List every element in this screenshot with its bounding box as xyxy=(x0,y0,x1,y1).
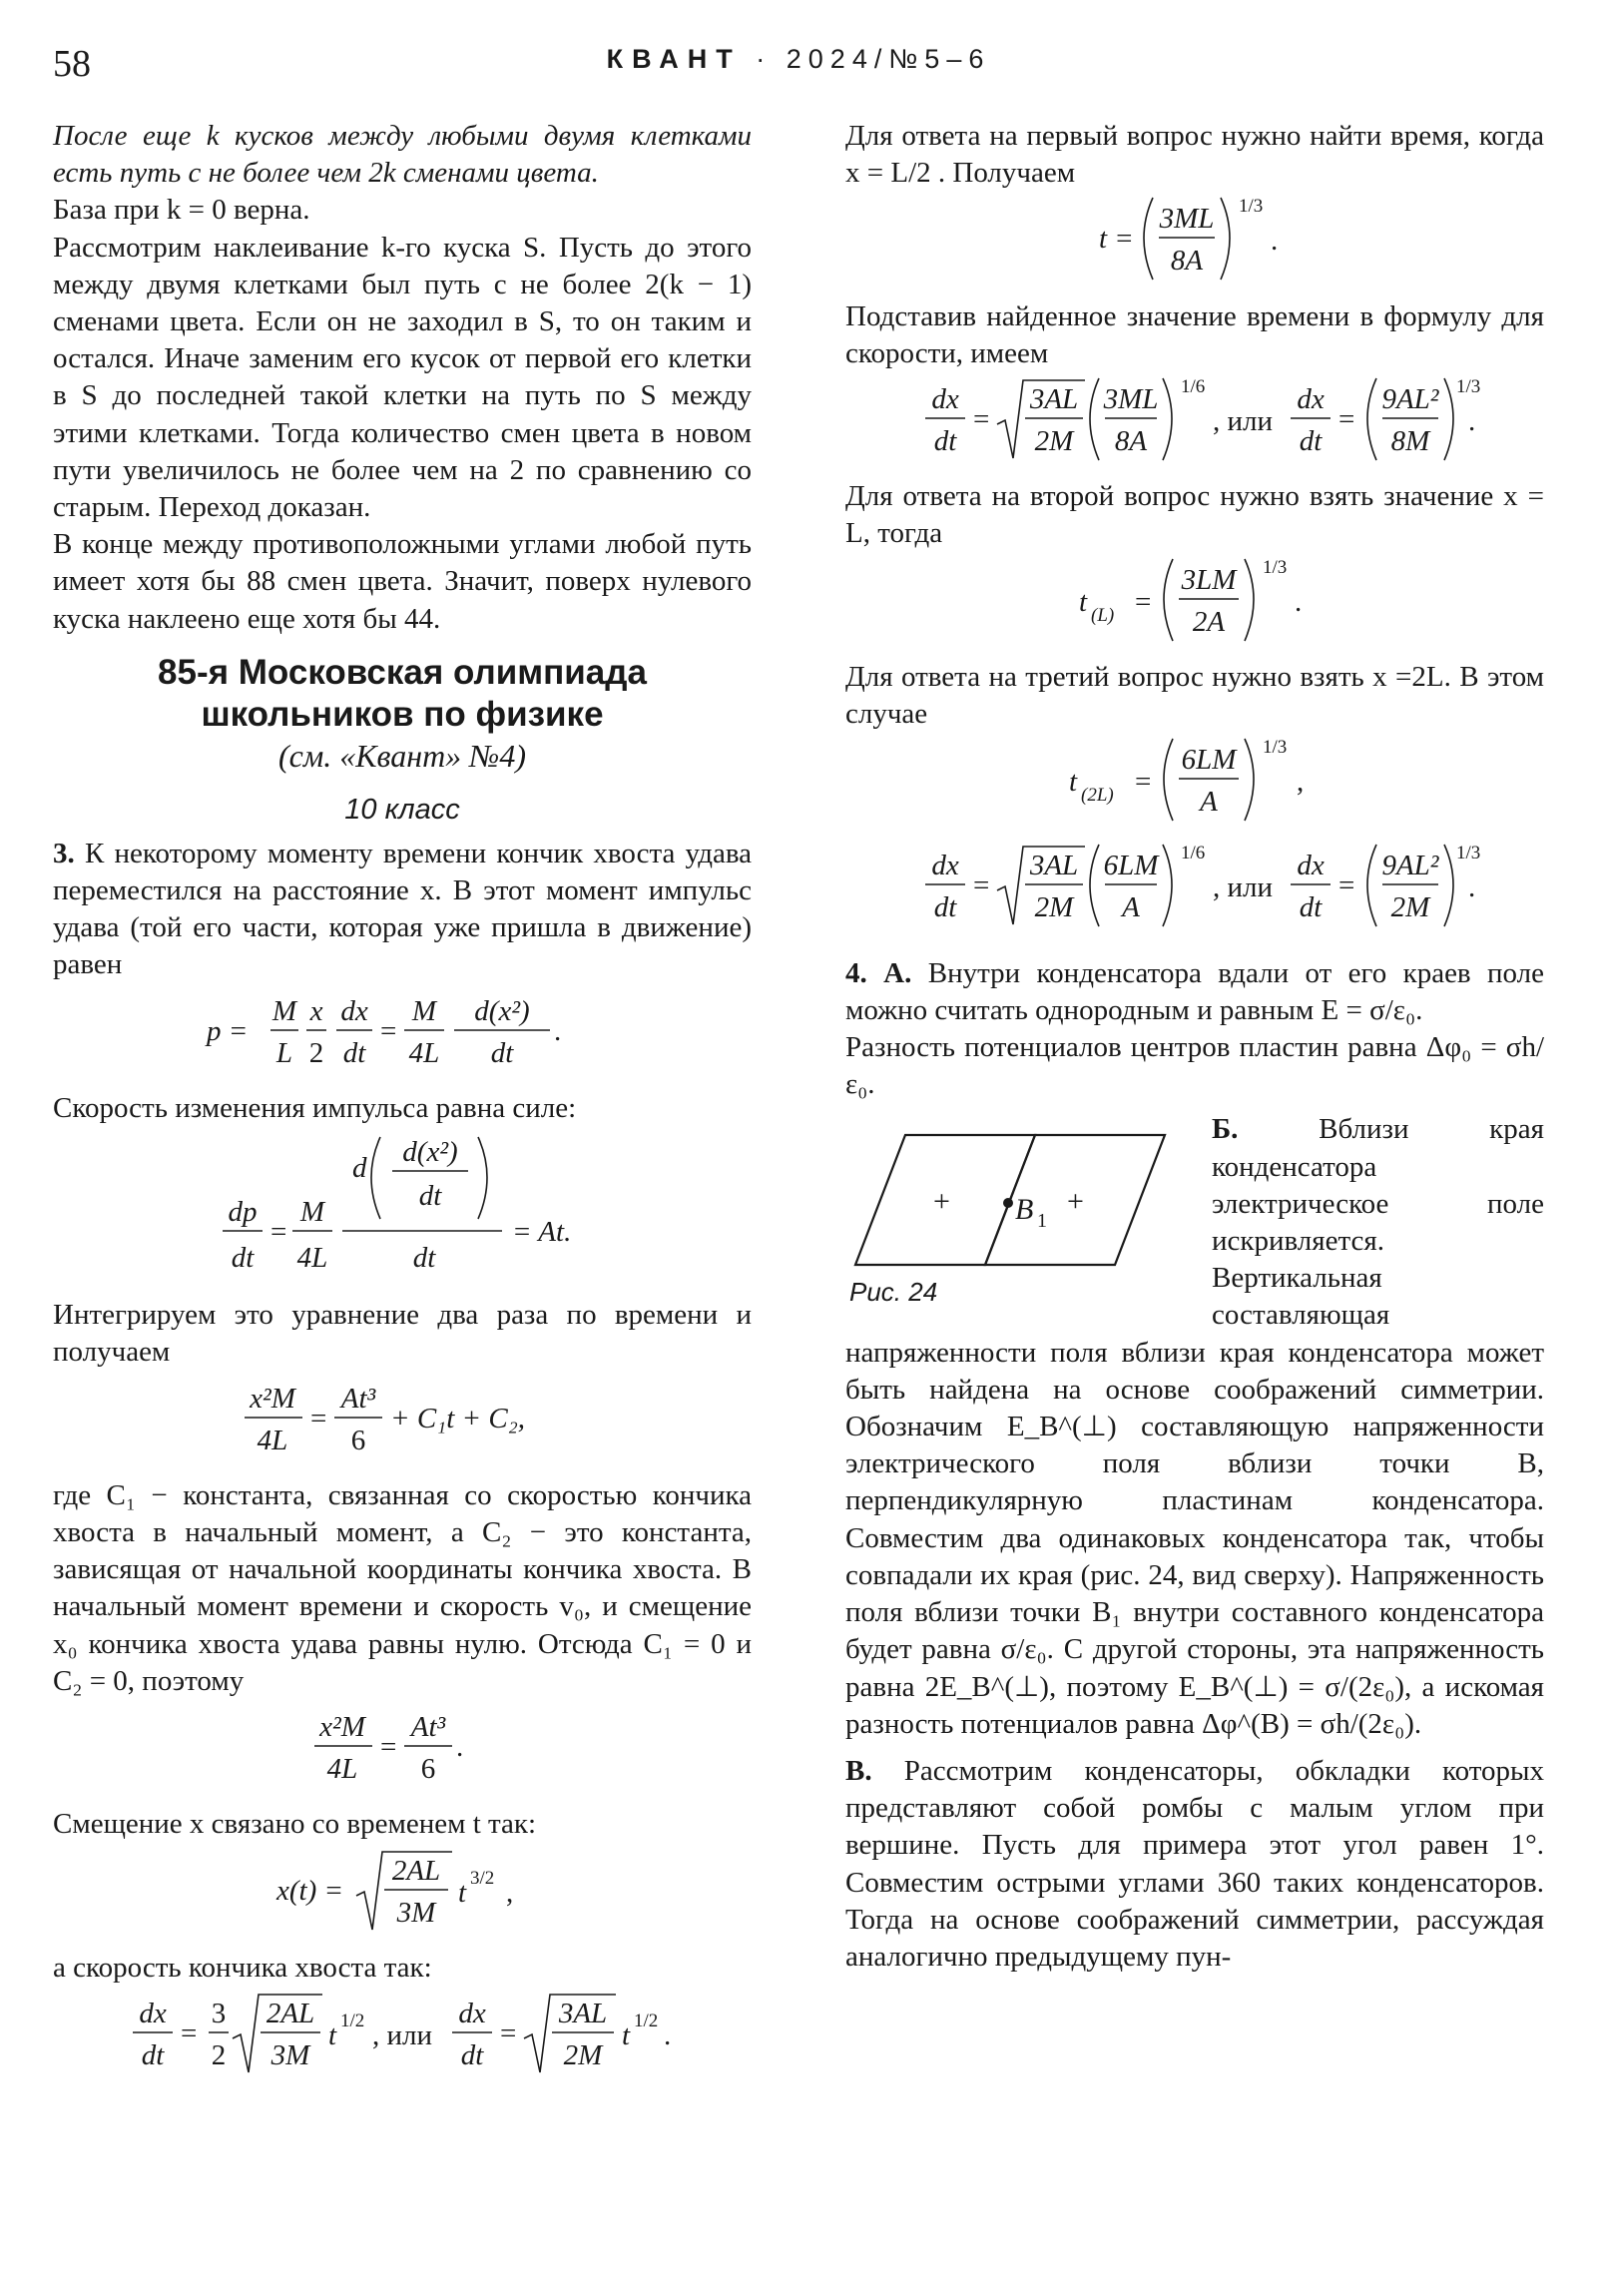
plus-sign: + xyxy=(933,1185,950,1219)
svg-text:x: x xyxy=(309,994,323,1027)
svg-text:At³: At³ xyxy=(410,1711,446,1744)
svg-text:1/3: 1/3 xyxy=(1263,556,1288,578)
svg-text:(L): (L) xyxy=(1091,604,1115,626)
paren-right xyxy=(1245,559,1254,641)
svg-text:dx: dx xyxy=(931,383,959,416)
svg-text:1/3: 1/3 xyxy=(1239,196,1264,218)
svg-text:1/6: 1/6 xyxy=(1181,843,1206,864)
svg-text:2: 2 xyxy=(211,2038,227,2071)
svg-text:, или: , или xyxy=(1213,405,1274,438)
svg-text:dt: dt xyxy=(141,2038,165,2071)
svg-text:=: = xyxy=(1338,403,1355,436)
paragraph-q3: Для ответа на третий вопрос нужно взять x =2L. В этом случае xyxy=(845,660,1544,731)
svg-text:4L: 4L xyxy=(296,1242,328,1275)
svg-text:3M: 3M xyxy=(270,2038,310,2071)
svg-text:3/2: 3/2 xyxy=(470,1867,495,1889)
svg-text:d: d xyxy=(352,1152,367,1185)
journal-issue: · 2024/№5–6 xyxy=(756,44,991,74)
svg-text:dt: dt xyxy=(342,1036,366,1069)
right-column xyxy=(845,118,1544,1976)
svg-text:2M: 2M xyxy=(563,2038,603,2071)
svg-text:3: 3 xyxy=(211,1997,227,2029)
svg-text:=: = xyxy=(973,403,990,436)
paren-left xyxy=(1090,378,1099,460)
paren-right xyxy=(1245,739,1254,821)
svg-text:x²M: x²M xyxy=(319,1711,365,1744)
svg-text:2A: 2A xyxy=(1192,605,1226,638)
svg-text:, или: , или xyxy=(1213,871,1274,904)
formula-dp-dt xyxy=(53,1127,752,1297)
svg-text:dt: dt xyxy=(231,1242,255,1275)
svg-text:M: M xyxy=(411,994,437,1027)
problem-4a xyxy=(845,955,1544,1029)
svg-text:M: M xyxy=(299,1196,325,1229)
svg-text:3AL: 3AL xyxy=(1029,383,1079,416)
paren-right xyxy=(478,1137,487,1219)
svg-text:.: . xyxy=(1295,585,1303,618)
svg-text:1/2: 1/2 xyxy=(340,2009,365,2031)
paren-right xyxy=(1221,198,1230,280)
svg-text:3LM: 3LM xyxy=(1181,563,1237,596)
svg-text:x(t) =: x(t) = xyxy=(276,1874,344,1907)
svg-text:= At.: = At. xyxy=(512,1216,572,1249)
svg-text:=: = xyxy=(973,869,990,902)
svg-text:,: , xyxy=(506,1876,514,1909)
svg-text:2M: 2M xyxy=(1034,425,1074,458)
formula-velocity xyxy=(53,1987,752,2092)
paren-right xyxy=(1163,378,1172,460)
svg-text:.: . xyxy=(1468,405,1476,438)
svg-text:=: = xyxy=(1135,766,1152,799)
formula-integrated xyxy=(53,1372,752,1477)
svg-text:3AL: 3AL xyxy=(558,1997,608,2029)
paren-left xyxy=(1367,378,1376,460)
svg-text:=: = xyxy=(380,1731,397,1764)
svg-text:9AL²: 9AL² xyxy=(1381,850,1439,882)
problem-4a-label: 4. А. xyxy=(845,956,912,989)
svg-text:4L: 4L xyxy=(326,1753,358,1786)
paren-left xyxy=(371,1137,380,1219)
page-header xyxy=(0,0,1597,110)
svg-text:dx: dx xyxy=(139,1997,167,2029)
svg-text:dt: dt xyxy=(933,425,957,458)
svg-text:At³: At³ xyxy=(340,1382,376,1415)
paren-left xyxy=(1090,845,1099,926)
heading-line-1: 85-я Московская олимпиада xyxy=(158,652,647,692)
svg-text:2AL: 2AL xyxy=(391,1854,441,1887)
figure-24 xyxy=(845,1115,1200,1305)
svg-text:.: . xyxy=(554,1014,562,1047)
paragraph-induction: После еще k кусков между любыми двумя клетками есть путь с не более чем 2k сменами цвета. xyxy=(53,120,752,190)
svg-text:6: 6 xyxy=(350,1424,366,1456)
svg-text:=: = xyxy=(380,1014,397,1047)
svg-text:dx: dx xyxy=(340,994,368,1027)
svg-text:8A: 8A xyxy=(1170,245,1204,278)
svg-text:=: = xyxy=(181,2016,198,2049)
svg-text:=: = xyxy=(500,2016,517,2049)
formula-integrated-zero xyxy=(53,1700,752,1806)
paragraph-substitute: Подставив найденное значение времени в формулу для скорости, имеем xyxy=(845,299,1544,369)
svg-text:, или: , или xyxy=(372,2018,433,2051)
paragraph-velocity: а скорость кончика хвоста так: xyxy=(53,1951,432,1984)
svg-text:t: t xyxy=(1079,585,1088,618)
figure-caption: Рис. 24 xyxy=(849,1277,938,1306)
svg-text:t =: t = xyxy=(1099,223,1134,256)
svg-text:dt: dt xyxy=(1299,891,1323,924)
svg-text:2: 2 xyxy=(308,1036,324,1069)
paragraph-base: База при k = 0 верна. xyxy=(53,194,310,227)
svg-text:3ML: 3ML xyxy=(1103,383,1159,416)
problem-3-text: К некоторому моменту времени кончик хвоста удава переместился на расстояние x. В этот момент импульс удава (той его части, которая уже пришла в движение) равен xyxy=(53,837,752,981)
paragraph-constants: где C₁ − константа, связанная со скоростью кончика хвоста в начальный момент, а C₂ − это константа, зависящая от начальной координаты кончика хвоста. В начальный момент времени и скорость v₀, и смещение x₀ кончика хвоста удава равны нулю. Отсюда C₁ = 0 и C₂ = 0, поэтому xyxy=(53,1478,752,1697)
svg-text:M: M xyxy=(271,994,297,1027)
paragraph-q1: Для ответа на первый вопрос нужно найти время, когда x = L/2 . Получаем xyxy=(845,120,1544,190)
svg-text:6LM: 6LM xyxy=(1181,744,1237,777)
svg-text:1/3: 1/3 xyxy=(1456,376,1481,398)
problem-3-intro xyxy=(53,836,752,984)
heading-line-2: школьников по физике xyxy=(201,694,604,734)
svg-text:dx: dx xyxy=(1297,850,1325,882)
svg-text:dt: dt xyxy=(490,1036,514,1069)
paren-right xyxy=(1163,845,1172,926)
paren-right xyxy=(1444,845,1453,926)
paren-left xyxy=(1164,739,1173,821)
svg-text:1/2: 1/2 xyxy=(634,2009,659,2031)
left-column xyxy=(53,118,752,2092)
svg-text:.: . xyxy=(664,2018,672,2051)
point-b1-label: B xyxy=(1015,1193,1034,1227)
paren-left xyxy=(1164,559,1173,641)
problem-4v-label: В. xyxy=(845,1754,872,1787)
point-b1-sub: 1 xyxy=(1037,1210,1047,1233)
svg-text:A: A xyxy=(1200,786,1218,819)
problem-number: 3. xyxy=(53,837,75,869)
grade-label: 10 класс xyxy=(344,793,460,826)
svg-text:L: L xyxy=(275,1036,293,1069)
math-lhs: p = xyxy=(207,1014,249,1047)
paragraph-force: Скорость изменения импульса равна силе: xyxy=(53,1091,577,1124)
svg-text:=: = xyxy=(1338,869,1355,902)
svg-text:2AL: 2AL xyxy=(266,1997,315,2029)
svg-text:dt: dt xyxy=(412,1242,436,1275)
problem-4a-potential: Разность потенциалов центров пластин равна Δφ₀ = σh/ε₀. xyxy=(845,1031,1544,1101)
svg-text:dp: dp xyxy=(228,1196,258,1229)
svg-text:8A: 8A xyxy=(1114,425,1148,458)
svg-text:t: t xyxy=(458,1876,467,1909)
plus-sign: + xyxy=(1067,1185,1084,1219)
problem-4b-label: Б. xyxy=(1212,1113,1239,1146)
svg-text:2M: 2M xyxy=(1390,891,1430,924)
svg-text:+ C₁t + C₂,: + C₁t + C₂, xyxy=(390,1402,526,1435)
page-number: 58 xyxy=(53,43,91,85)
paren-left xyxy=(1144,198,1153,280)
svg-text:t: t xyxy=(622,2018,631,2051)
svg-text:3AL: 3AL xyxy=(1029,850,1079,882)
paragraph-conclusion: В конце между противоположными углами любой путь имеет хотя бы 88 смен цвета. Значит, поверх нулевого куска наклеено еще хотя бы 44. xyxy=(53,528,752,635)
svg-text:dx: dx xyxy=(1297,383,1325,416)
svg-text:1/6: 1/6 xyxy=(1181,376,1206,398)
svg-text:(2L): (2L) xyxy=(1081,785,1114,807)
problem-4b-text: Вблизи края конденсатора электрическое поле искривляется. Вертикальная составляющая напряженности поля вблизи края конденсатора может быть найдена на основе соображений симметрии. Обозначим E_B^(⊥) составляющую напряженности электрического поля вблизи точки B, перпендикулярную пластинам конденсатора. Совместим два одинаковых конденсатора так, чтобы совпадали их края (рис. 24, вид сверху). Напряженность поля вблизи точки B₁ внутри составного конденсатора будет равна σ/ε₀. С другой стороны, эта напряженность равна 2E_B^(⊥), поэтому E_B^(⊥) = σ/(2ε₀), а искомая разность потенциалов равна Δφ^(B) = σh/(2ε₀). xyxy=(845,1113,1544,1740)
formula-t-2L xyxy=(845,733,1544,839)
svg-text:dx: dx xyxy=(458,1997,486,2029)
svg-text:A: A xyxy=(1122,891,1140,924)
svg-text:.: . xyxy=(1271,225,1279,258)
svg-text:8M: 8M xyxy=(1390,425,1430,458)
point-b1 xyxy=(1003,1198,1013,1208)
formula-t-L xyxy=(845,553,1544,659)
svg-text:1/3: 1/3 xyxy=(1456,843,1481,864)
paragraph-displacement: Смещение x связано со временем t так: xyxy=(53,1808,537,1841)
svg-text:=: = xyxy=(310,1402,327,1435)
svg-text:3M: 3M xyxy=(396,1896,436,1929)
svg-text:x²M: x²M xyxy=(250,1382,295,1415)
formula-momentum xyxy=(53,984,752,1090)
paragraph-q2: Для ответа на второй вопрос нужно взять значение x = L, тогда xyxy=(845,480,1544,550)
svg-text:.: . xyxy=(456,1731,464,1764)
paragraph-step: Рассмотрим наклеивание k-го куска S. Пусть до этого между двумя клетками был путь с не более 2(k − 1) сменами цвета. Если он не заходил в S, то он таким и остался. Иначе заменим его кусок от первой его клетки в S до последней такой клетки на путь по S между этими клетками. Тогда количество смен цвета в новом пути увеличилось не более чем на 2 по сравнению со старым. Переход доказан. xyxy=(53,231,752,524)
paren-right xyxy=(1444,378,1453,460)
svg-text:t: t xyxy=(328,2018,337,2051)
problem-4b xyxy=(845,1111,1544,1742)
problem-4v xyxy=(845,1753,1544,1976)
svg-text:dt: dt xyxy=(1299,425,1323,458)
svg-text:dx: dx xyxy=(931,850,959,882)
svg-text:dt: dt xyxy=(460,2038,484,2071)
svg-text:d(x²): d(x²) xyxy=(402,1136,458,1169)
svg-text:2M: 2M xyxy=(1034,891,1074,924)
svg-text:4L: 4L xyxy=(257,1424,288,1456)
problem-4a-text: Внутри конденсатора вдали от его краев поле можно считать однородным и равным E = σ/ε₀. xyxy=(845,956,1545,1026)
svg-text:dt: dt xyxy=(418,1180,442,1213)
formula-v-2L xyxy=(845,839,1544,944)
journal-title xyxy=(0,44,1597,75)
svg-text:dt: dt xyxy=(933,891,957,924)
journal-name: КВАНТ xyxy=(606,44,742,74)
formula-x-of-t xyxy=(53,1844,752,1950)
svg-text:t: t xyxy=(1069,766,1078,799)
svg-text:=: = xyxy=(1135,585,1152,618)
svg-text:9AL²: 9AL² xyxy=(1381,383,1439,416)
problem-4v-text: Рассмотрим конденсаторы, обкладки которых представляют собой ромбы с малым углом при вершине. Пусть для примера этот угол равен 1°. Совместим острыми углами 360 таких конденсаторов. Тогда на основе соображений симметрии, рассуждая аналогично предыдущему пун- xyxy=(845,1754,1545,1973)
paragraph-integrate: Интегрируем это уравнение два раза по времени и получаем xyxy=(53,1299,752,1369)
olympiad-heading xyxy=(53,652,752,736)
formula-t-half xyxy=(845,192,1544,297)
svg-text:6: 6 xyxy=(420,1753,436,1786)
svg-text:1/3: 1/3 xyxy=(1263,737,1288,759)
svg-text:.: . xyxy=(1468,871,1476,904)
svg-text:=: = xyxy=(270,1216,287,1249)
svg-text:,: , xyxy=(1297,766,1305,799)
paren-left xyxy=(1367,845,1376,926)
formula-v-half xyxy=(845,372,1544,478)
svg-text:3ML: 3ML xyxy=(1159,203,1215,236)
heading-reference: (см. «Квант» №4) xyxy=(277,737,526,774)
svg-text:6LM: 6LM xyxy=(1103,850,1159,882)
svg-text:4L: 4L xyxy=(408,1036,440,1069)
svg-text:d(x²): d(x²) xyxy=(474,994,530,1027)
